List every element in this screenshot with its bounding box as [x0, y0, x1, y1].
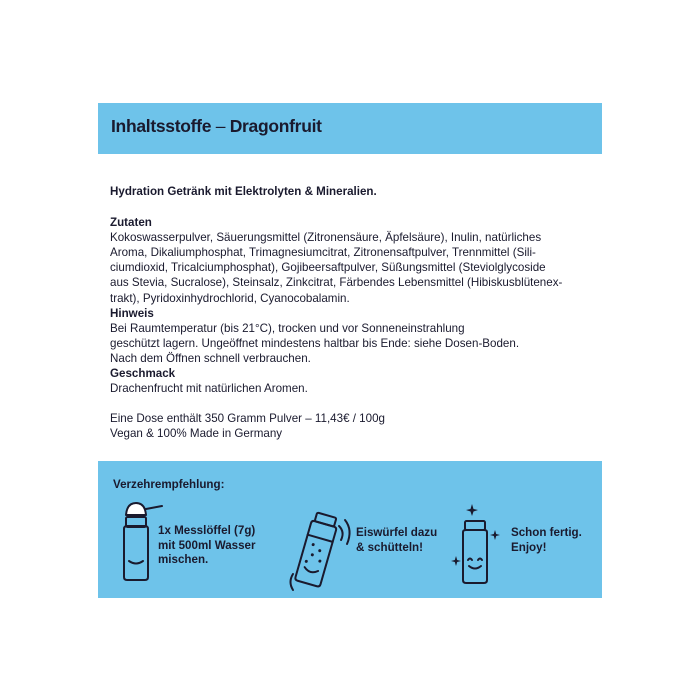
step-1-text: 1x Messlöffel (7g) mit 500ml Wasser mischen.	[158, 524, 256, 566]
zutaten-line: ciumdioxid, Tricalciumphosphat), Gojibeersaftpulver, Süßungsmittel (Steviolglycoside	[110, 261, 546, 275]
step-2-text: Eiswürfel dazu & schütteln!	[356, 526, 438, 554]
hinweis-line: Nach dem Öffnen schnell verbrauchen.	[110, 351, 311, 365]
shaking-bottle-icon	[285, 508, 355, 598]
product-lead: Hydration Getränk mit Elektrolyten & Mineralien.	[110, 185, 377, 198]
recommendation-title: Verzehrempfehlung:	[113, 478, 225, 491]
bottle-scoop-icon	[110, 495, 160, 585]
title-label: Inhaltsstoffe	[111, 116, 212, 136]
page-title	[111, 116, 322, 137]
zutaten-line: aus Stevia, Sucralose), Steinsalz, Zinkcitrat, Färbendes Lebensmittel (Hibiskusblütenex-	[110, 276, 563, 290]
happy-bottle-icon	[448, 500, 508, 590]
hinweis-line: Bei Raumtemperatur (bis 21°C), trocken und vor Sonneneinstrahlung	[110, 321, 465, 335]
vegan-text: Vegan & 100% Made in Germany	[110, 427, 283, 441]
hinweis-line: geschützt lagern. Ungeöffnet mindestens haltbar bis Ende: siehe Dosen-Boden.	[110, 336, 520, 350]
title-separator: –	[211, 116, 230, 136]
title-product: Dragonfruit	[229, 116, 322, 136]
ingredients-content	[110, 184, 580, 441]
hinweis-heading: Hinweis	[110, 306, 154, 320]
zutaten-line: Kokoswasserpulver, Säuerungsmittel (Zitronensäure, Äpfelsäure), Inulin, natürliches	[110, 231, 542, 245]
zutaten-line: trakt), Pyridoxinhydrochlorid, Cyanocobalamin.	[110, 291, 350, 305]
step-3-text: Schon fertig. Enjoy!	[511, 526, 582, 554]
zutaten-heading: Zutaten	[110, 216, 152, 230]
zutaten-line: Aroma, Dikaliumphosphat, Trimagnesiumcitrat, Zitronensaftpulver, Trennmittel (Sili-	[110, 246, 536, 260]
geschmack-heading: Geschmack	[110, 367, 176, 381]
dose-text: Eine Dose enthält 350 Gramm Pulver – 11,43€ / 100g	[110, 412, 385, 426]
geschmack-text: Drachenfrucht mit natürlichen Aromen.	[110, 382, 308, 396]
